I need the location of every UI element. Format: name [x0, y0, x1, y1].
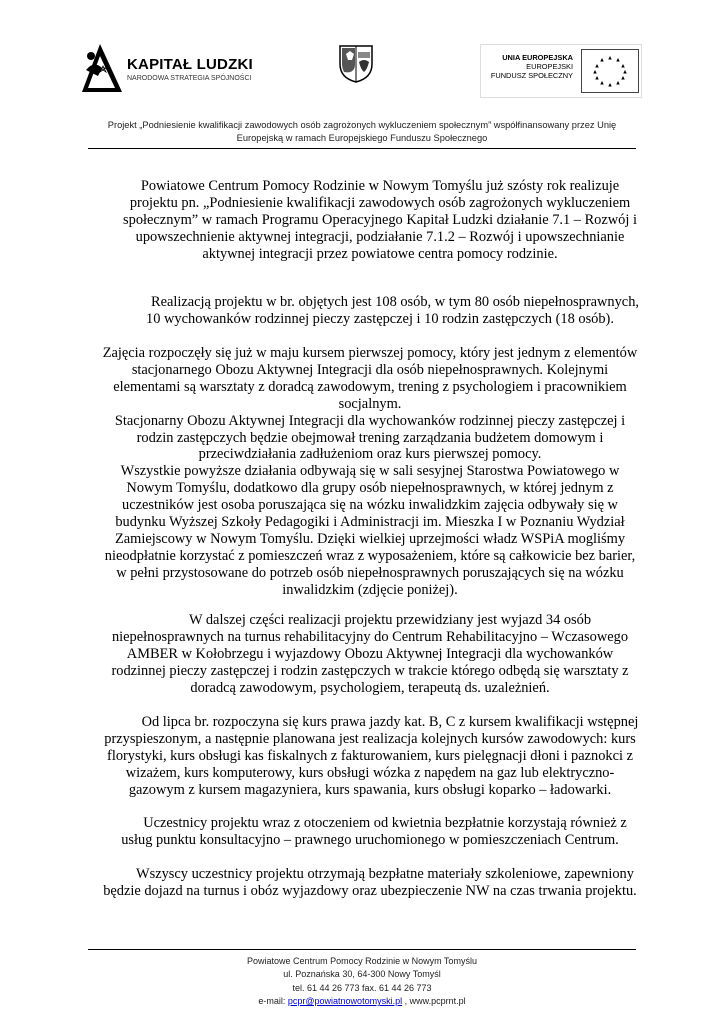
powiat-crest-logo — [338, 44, 374, 84]
paragraph-activities — [70, 345, 670, 599]
paragraph-consultation — [90, 815, 650, 849]
paragraph-line: uczestników jest osoba poruszająca się na wózku inwalidzkim zajęcia odbywały się w — [122, 497, 618, 514]
paragraph-line: niepełnosprawnych na turnus rehabilitacyjny do Centrum Rehabilitacyjno – Wczasowego — [111, 628, 629, 645]
header-divider — [88, 148, 636, 149]
footer-address: ul. Poznańska 30, 64-300 Nowy Tomyśl — [283, 969, 441, 980]
paragraph-line: florystyki, kurs obsługi kas fiskalnych z fakturowaniem, kurs pielęgnacji dłoni i paznokci z — [107, 747, 633, 764]
kapital-ludzki-logo — [80, 42, 255, 94]
footer-email-link[interactable]: pcpr@powiatnowotomyski.pl — [287, 996, 403, 1007]
kapital-ludzki-subtitle: NARODOWA STRATEGIA SPÓJNOŚCI — [127, 75, 252, 82]
paragraph-line: przyspieszonym, a następnie planowana jest realizacja kolejnych kursów zawodowych: kurs — [104, 730, 636, 747]
project-header-line1: Projekt „Podniesienie kwalifikacji zawodowych osób zagrożonych wykluczeniem społecznym” współfinansowany przez Unię — [107, 120, 617, 130]
paragraph-line: Wszystkie powyższe działania odbywają się w sali sesyjnej Starostwa Powiatowego w — [120, 463, 620, 480]
paragraph-line: AMBER w Kołobrzegu i wyjazdowy Obozu Aktywnej Integracji dla wychowanków — [126, 645, 614, 662]
paragraph-line: upowszechnienie aktywnej integracji, podziałanie 7.1.2 – Rozwój i upowszechnianie — [135, 228, 625, 245]
paragraph-line: Zamiejscowy w Nowym Tomyślu. Dzięki wielkiej uprzejmości władz WSPiA mogliśmy — [114, 530, 626, 547]
paragraph-line: budynku Wyższej Szkoły Pedagogiki i Administracji im. Mieszka I w Poznaniu Wydział — [115, 514, 625, 531]
eu-line3: FUNDUSZ SPOŁECZNY — [490, 71, 573, 80]
paragraph-materials — [80, 866, 660, 900]
paragraph-line: Wszyscy uczestnicy projektu otrzymają bezpłatne materiały szkoleniowe, zapewniony — [136, 866, 634, 882]
paragraph-line: w pełni przystosowane do potrzeb osób niepełnosprawnych poruszających się na wózku — [116, 564, 624, 581]
paragraph-line: rodzinnej pieczy zastępczej i rodzin zastępczych w trakcie którego odbędą się warsztaty z — [111, 662, 629, 679]
eu-logo — [480, 44, 642, 98]
kapital-ludzki-title: KAPITAŁ LUDZKI — [127, 56, 253, 73]
paragraph-line: przeciwdziałania zadłużeniom oraz kurs pierwszej pomocy. — [198, 446, 542, 463]
eu-flag-icon — [581, 49, 639, 93]
paragraph-line: Realizacją projektu w br. objętych jest 108 osób, w tym 80 osób niepełnosprawnych, — [151, 294, 639, 310]
kapital-ludzki-emblem-icon — [80, 42, 124, 94]
paragraph-line: Stacjonarny Obozu Aktywnej Integracji dla wychowanków rodzinnej pieczy zastępczej i — [114, 412, 626, 429]
paragraph-line: aktywnej integracji przez powiatowe centra pomocy rodzinie. — [202, 245, 558, 262]
paragraph-line: Zajęcia rozpoczęły się już w maju kursem pierwszej pomocy, który jest jednym z elementów — [102, 345, 638, 361]
coat-of-arms-icon — [338, 44, 374, 84]
footer-organization: Powiatowe Centrum Pomocy Rodzinie w Nowym Tomyślu — [247, 956, 477, 966]
paragraph-trip — [80, 612, 660, 697]
footer — [162, 955, 562, 1009]
footer-contact — [162, 995, 562, 1008]
paragraph-line: stacjonarnego Obozu Aktywnej Integracji dla osób niepełnosprawnych. Kolejnymi — [131, 361, 609, 378]
paragraph-line: Nowym Tomyślu, dodatkowo dla grupy osób niepełnosprawnych, w której jednym z — [126, 480, 614, 497]
paragraph-line: rodzin zastępczych będzie obejmował trening zarządzania budżetem domowym i — [136, 429, 604, 446]
eu-text — [483, 53, 573, 80]
paragraph-line: Od lipca br. rozpoczyna się kurs prawa jazdy kat. B, C z kursem kwalifikacji wstępnej — [141, 714, 639, 730]
paragraph-line: Powiatowe Centrum Pomocy Rodzinie w Nowym Tomyślu już szósty rok realizuje — [140, 178, 620, 194]
paragraph-line: projektu pn. „Podniesienie kwalifikacji zawodowych osób zagrożonych wykluczeniem — [129, 194, 631, 211]
paragraph-line: elementami są warsztaty z doradcą zawodowym, trening z psychologiem i pracownikiem — [113, 378, 627, 395]
footer-phone: tel. 61 44 26 773 fax. 61 44 26 773 — [292, 982, 432, 993]
footer-email-label: e-mail: — [258, 996, 288, 1007]
paragraph-courses — [80, 714, 660, 799]
paragraph-line: doradcą zawodowym, psychologiem, terapeutą ds. uzależnień. — [190, 679, 550, 696]
header-logos — [0, 0, 724, 110]
paragraph-line: społecznym” w ramach Programu Operacyjnego Kapitał Ludzki działanie 7.1 – Rozwój i — [123, 211, 637, 228]
paragraph-line: gazowym z kursem magazyniera, kurs spawania, kurs obsługi koparko – ładowarki. — [128, 781, 612, 798]
paragraph-intro — [100, 178, 660, 263]
eu-line1: UNIA EUROPEJSKA — [502, 53, 573, 62]
eu-line2: EUROPEJSKI — [526, 62, 573, 71]
footer-divider — [88, 949, 636, 950]
project-header — [95, 119, 629, 145]
paragraph-line: wizażem, kurs komputerowy, kurs obsługi wózka z napędem na gaz lub elektryczno- — [125, 764, 615, 781]
paragraph-line: inwalidzkim (zdjęcie poniżej). — [282, 581, 458, 598]
paragraph-participants — [100, 294, 660, 328]
project-header-line2: Europejską w ramach Europejskiego Funduszu Społecznego — [236, 133, 488, 143]
paragraph-line: będzie dojazd na turnus i obóz wyjazdowy oraz ubezpieczenie NW na czas trwania projektu. — [103, 882, 637, 899]
paragraph-line: Uczestnicy projektu wraz z otoczeniem od kwietnia bezpłatnie korzystają również z — [143, 815, 627, 831]
paragraph-line: usług punktu konsultacyjno – prawnego uruchomionego w pomieszczeniach Centrum. — [121, 831, 619, 848]
paragraph-line: socjalnym. — [338, 395, 402, 412]
footer-website: , www.pcprnt.pl — [402, 996, 466, 1007]
paragraph-line: nieodpłatnie korzystać z pomieszczeń wraz z wyposażeniem, które są całkowicie bez barier, — [104, 547, 636, 564]
paragraph-line: W dalszej części realizacji projektu przewidziany jest wyjazd 34 osób — [188, 612, 592, 628]
paragraph-line: 10 wychowanków rodzinnej pieczy zastępczej i 10 rodzin zastępczych (18 osób). — [146, 310, 614, 327]
